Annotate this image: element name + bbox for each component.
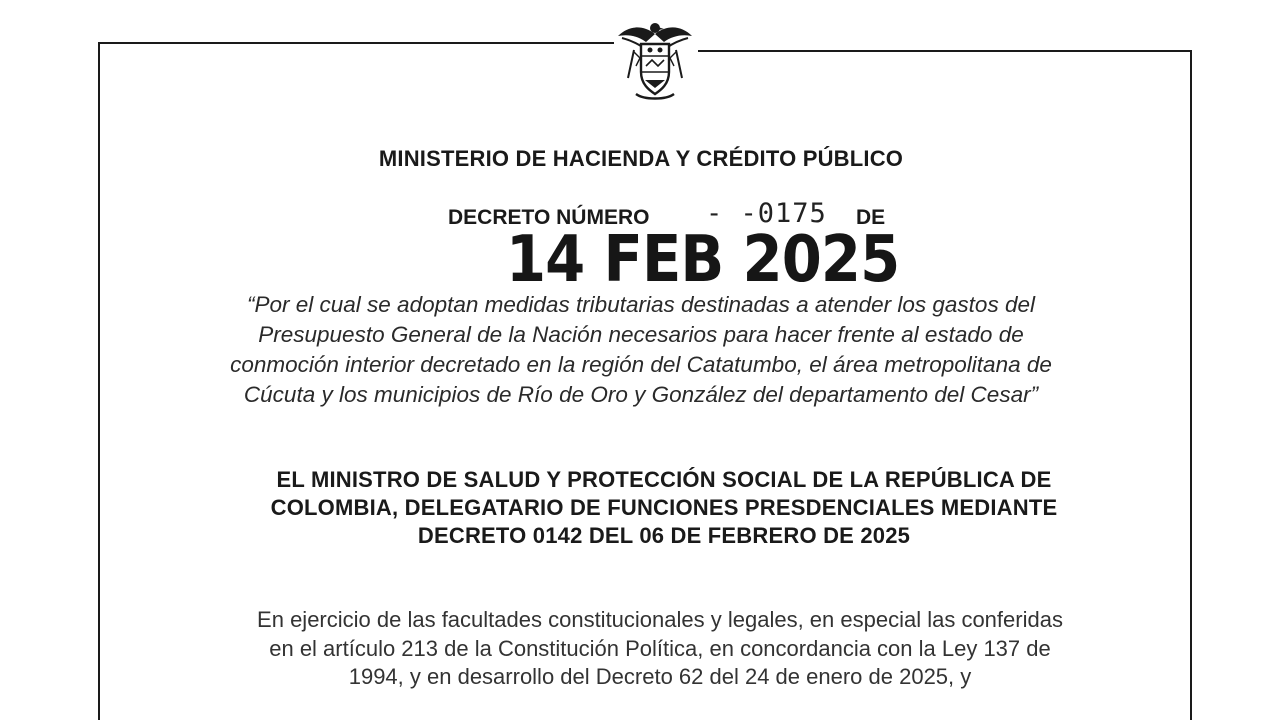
legal-basis-paragraph: [110, 606, 1210, 692]
legal-basis-line: En ejercicio de las facultades constitucionales y legales, en especial las conferidas: [257, 607, 1063, 632]
legal-basis-line: 1994, y en desarrollo del Decreto 62 del 24 de enero de 2025, y: [348, 664, 972, 689]
date-stamp: 14 FEB 2025: [506, 223, 900, 297]
ministry-title: MINISTERIO DE HACIENDA Y CRÉDITO PÚBLICO: [378, 146, 904, 171]
subject-line: “Por el cual se adoptan medidas tributarias destinadas a atender los gastos del: [247, 292, 1035, 317]
issuing-authority: [110, 466, 1218, 550]
colombia-coat-of-arms-icon: [612, 14, 698, 104]
frame-left: [98, 42, 100, 720]
subject-line: conmoción interior decretado en la región del Catatumbo, el área metropolitana de: [230, 352, 1052, 377]
decree-subject: [110, 290, 1172, 410]
decree-label: DECRETO NÚMERO: [448, 206, 650, 229]
frame-top-left: [98, 42, 614, 44]
frame-top-right: [698, 50, 1192, 52]
decree-number: - -0175: [706, 198, 827, 229]
subject-line: Presupuesto General de la Nación necesarios para hacer frente al estado de: [258, 322, 1024, 347]
authority-line: COLOMBIA, DELEGATARIO DE FUNCIONES PRESDENCIALES MEDIANTE: [270, 495, 1058, 520]
authority-line: DECRETO 0142 DEL 06 DE FEBRERO DE 2025: [417, 523, 911, 548]
decree-date-prefix: DE: [856, 206, 886, 229]
subject-line: Cúcuta y los municipios de Río de Oro y González del departamento del Cesar”: [243, 382, 1039, 407]
authority-line: EL MINISTRO DE SALUD Y PROTECCIÓN SOCIAL DE LA REPÚBLICA DE: [276, 467, 1052, 492]
legal-basis-line: en el artículo 213 de la Constitución Política, en concordancia con la Ley 137 de: [269, 635, 1051, 661]
